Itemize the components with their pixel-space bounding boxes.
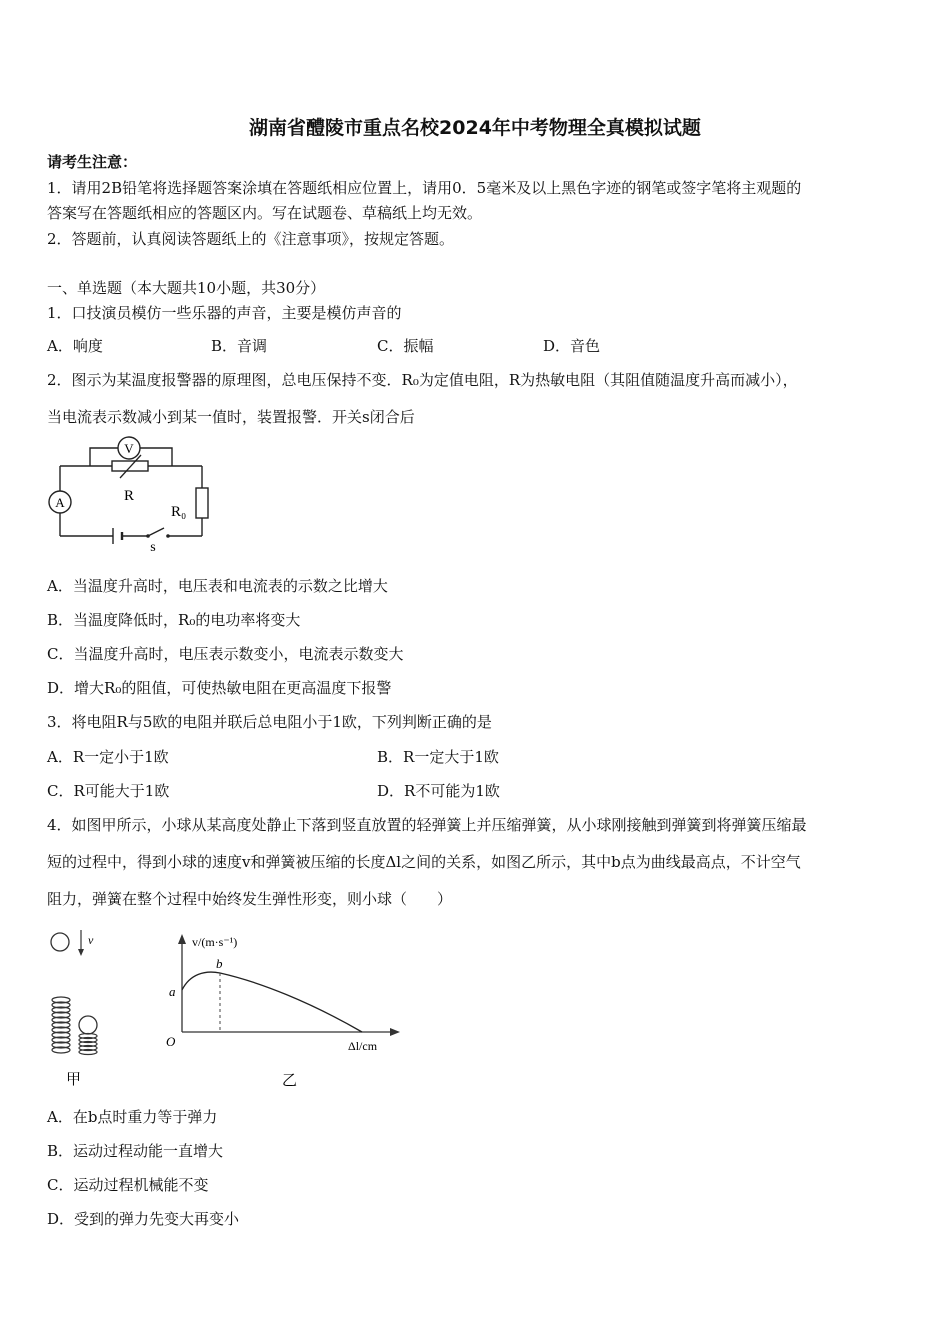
- q3-option-a: A．R一定小于1欧: [47, 748, 169, 766]
- spring-long-icon: [52, 997, 70, 1053]
- r-label: R: [123, 488, 135, 504]
- q1-option-c: C．振幅: [377, 337, 434, 355]
- section-heading: 一、单选题（本大题共10小题，共30分）: [47, 279, 326, 297]
- thermistor-r: [112, 461, 148, 471]
- svg-text:v: v: [88, 933, 94, 947]
- q3-stem: 3．将电阻R与5欧的电阻并联后总电阻小于1欧，下列判断正确的是: [47, 713, 492, 731]
- switch-label: s: [150, 540, 156, 555]
- notice-line-1b: 答案写在答题纸相应的答题区内。写在试题卷、草稿纸上均无效。: [47, 204, 483, 222]
- q2-stem-line-1: 2．图示为某温度报警器的原理图，总电压保持不变．R₀为定值电阻，R为热敏电阻（其阻值随温度升高而减小），: [47, 371, 798, 389]
- origin-label: O: [166, 1034, 176, 1049]
- r0-label: R₀: [171, 504, 187, 520]
- q4-stem-line-2: 短的过程中，得到小球的速度v和弹簧被压缩的长度Δl之间的关系，如图乙所示，其中b点为曲线最高点，不计空气: [47, 853, 801, 871]
- q3-option-c: C．R可能大于1欧: [47, 782, 170, 800]
- notice-line-2: 2．答题前，认真阅读答题纸上的《注意事项》，按规定答题。: [47, 230, 455, 248]
- fig-yi-label: 乙: [282, 1073, 298, 1089]
- voltmeter-label: V: [124, 441, 134, 456]
- q2-option-c: C．当温度升高时，电压表示数变小，电流表示数变大: [47, 645, 404, 663]
- ball-compressed-icon: [79, 1016, 97, 1034]
- notice-heading: 请考生注意：: [47, 153, 138, 171]
- point-b-label: b: [216, 956, 223, 971]
- q2-option-d: D．增大R₀的阻值，可使热敏电阻在更高温度下报警: [47, 679, 392, 697]
- ammeter-label: A: [55, 495, 65, 510]
- q4-option-a: A．在b点时重力等于弹力: [47, 1108, 218, 1126]
- fig-jia-label: 甲: [66, 1072, 82, 1088]
- q4-figure-yi: [160, 930, 400, 1090]
- q2-circuit-diagram: [40, 432, 230, 557]
- q4-stem-line-1: 4．如图甲所示，小球从某高度处静止下落到竖直放置的轻弹簧上并压缩弹簧，从小球刚接触到弹簧到将弹簧压缩最: [47, 816, 807, 834]
- notice-line-1: 1．请用2B铅笔将选择题答案涂填在答题纸相应位置上，请用0．5毫米及以上黑色字迹的钢笔或签字笔将主观题的: [47, 179, 802, 197]
- q4-stem-line-3: 阻力，弹簧在整个过程中始终发生弹性形变，则小球（ ）: [47, 890, 453, 908]
- q4-option-d: D．受到的弹力先变大再变小: [47, 1210, 240, 1228]
- q1-option-a: A．响度: [47, 337, 103, 355]
- q1-option-b: B．音调: [211, 337, 268, 355]
- spring-short-icon: [79, 1034, 97, 1055]
- q3-option-d: D．R不可能为1欧: [377, 782, 500, 800]
- q2-option-b: B．当温度降低时，R₀的电功率将变大: [47, 611, 301, 629]
- x-axis-label: Δl/cm: [348, 1039, 378, 1053]
- q2-option-a: A．当温度升高时，电压表和电流表的示数之比增大: [47, 577, 388, 595]
- q2-stem-line-2: 当电流表示数减小到某一值时，装置报警．开关s闭合后: [47, 408, 415, 426]
- q4-figure-jia: [44, 925, 114, 1090]
- y-axis-label: v/(m·s⁻¹): [192, 935, 238, 949]
- velocity-curve: [182, 972, 362, 1032]
- page-title: 湖南省醴陵市重点名校2024年中考物理全真模拟试题: [249, 117, 701, 139]
- point-a-label: a: [169, 984, 176, 999]
- q4-option-c: C．运动过程机械能不变: [47, 1176, 209, 1194]
- q3-option-b: B．R一定大于1欧: [377, 748, 499, 766]
- ball-icon: [51, 933, 69, 951]
- q1-stem: 1．口技演员模仿一些乐器的声音，主要是模仿声音的: [47, 304, 402, 322]
- resistor-r0: [196, 488, 208, 518]
- q4-option-b: B．运动过程动能一直增大: [47, 1142, 224, 1160]
- q1-option-d: D．音色: [543, 337, 601, 355]
